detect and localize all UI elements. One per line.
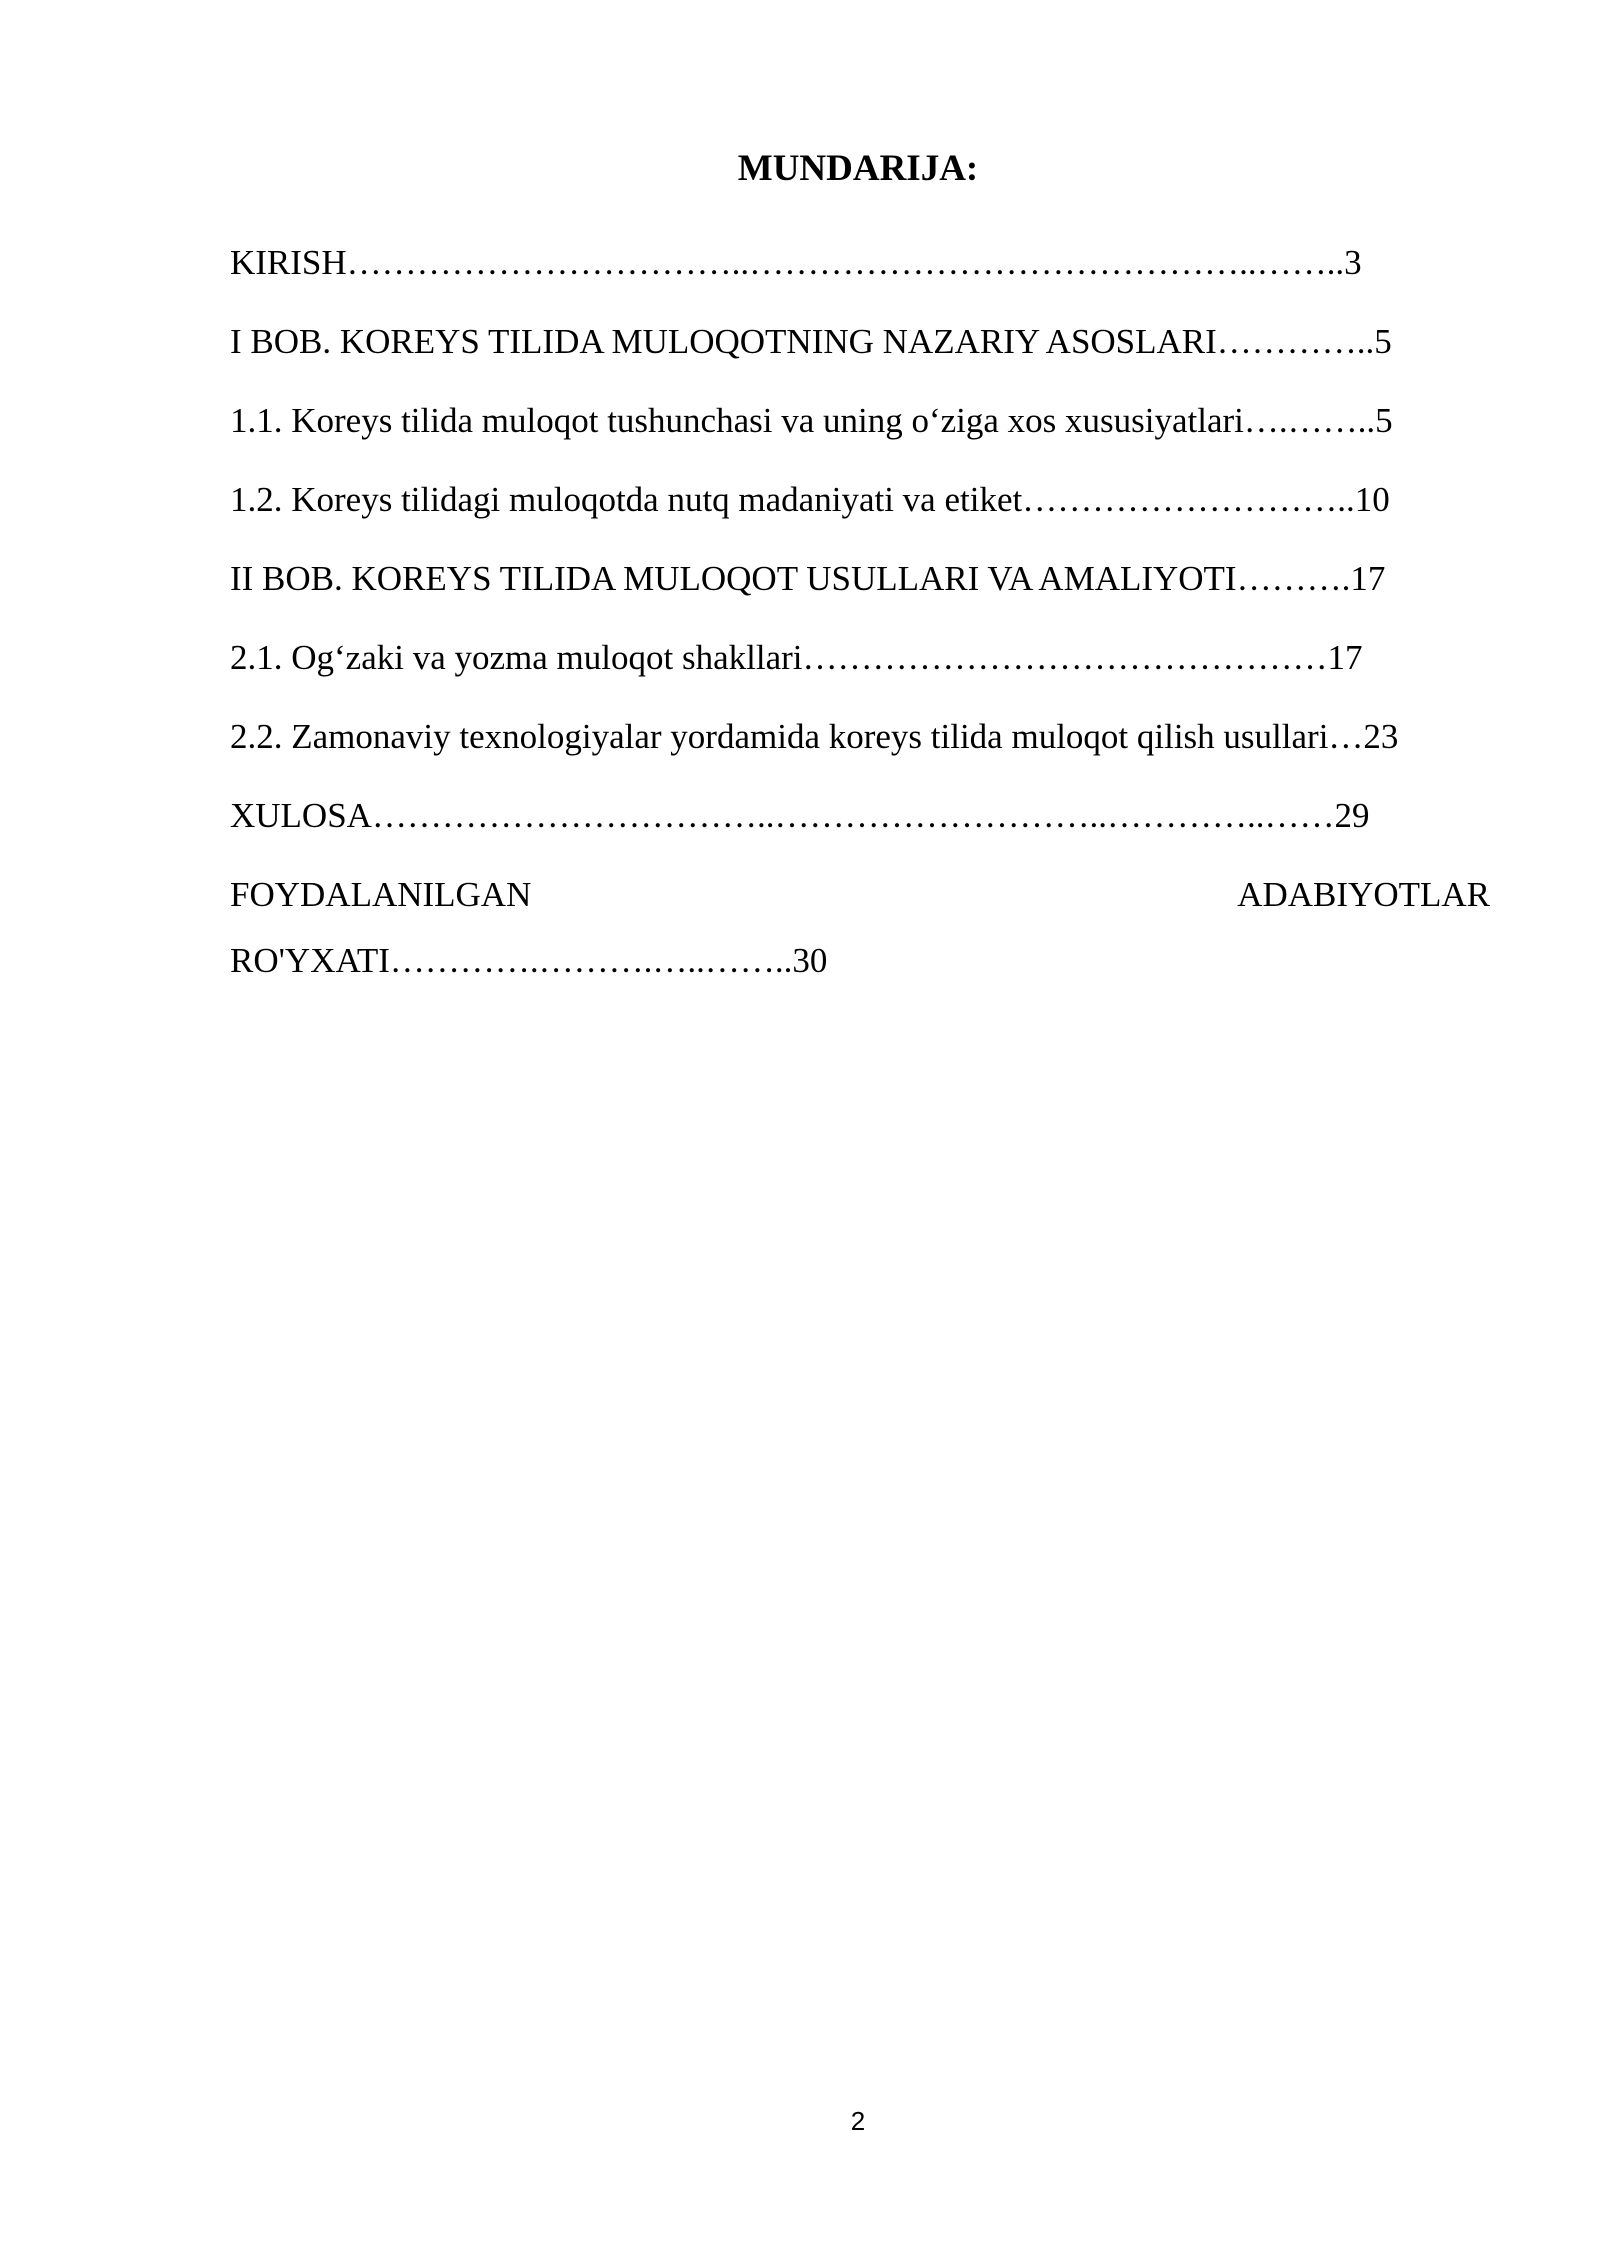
toc-entry-section-1-2[interactable]	[230, 475, 1490, 554]
toc-entry-text: KIRISH……………………………..……………………………………..……..3	[230, 243, 1362, 282]
toc-entry-text: 2.1. Og‘zaki va yozma muloqot shakllari………………………………………17	[230, 638, 1363, 677]
toc-entry-text: II BOB. KOREYS TILIDA MULOQOT USULLARI VA AMALIYOTI……….17	[230, 559, 1386, 598]
toc-entry-text: 1.2. Koreys tilidagi muloqotda nutq madaniyati va etiket………………………..10	[230, 480, 1390, 519]
toc-entry-text: I BOB. KOREYS TILIDA MULOQOTNING NAZARIY ASOSLARI…………..5	[230, 322, 1392, 361]
table-of-contents	[230, 238, 1490, 986]
toc-entry-section-2-2[interactable]	[230, 712, 1490, 791]
toc-entry-references-continuation: RO'YXATI………….……….…..……..30	[230, 941, 828, 980]
toc-entry-references[interactable]	[230, 870, 1490, 936]
toc-entry-section-2-1[interactable]	[230, 633, 1490, 712]
toc-entry-chapter-2[interactable]	[230, 554, 1490, 633]
page-number: 2	[850, 2106, 866, 2136]
toc-entry-text: XULOSA……………………………..………………………..…………..……29	[230, 796, 1370, 835]
toc-entry-text: 1.1. Koreys tilida muloqot tushunchasi va uning o‘ziga xos xususiyatlari….……..5	[230, 401, 1393, 440]
toc-title: MUNDARIJA:	[737, 148, 979, 189]
toc-entry-references-left: FOYDALANILGAN	[230, 875, 532, 914]
toc-entry-xulosa[interactable]	[230, 791, 1490, 870]
toc-entry-section-1-1[interactable]	[230, 396, 1490, 475]
toc-entry-text: 2.2. Zamonaviy texnologiyalar yordamida koreys tilida muloqot qilish usullari…23	[230, 717, 1399, 756]
toc-entry-kirish[interactable]	[230, 238, 1490, 317]
toc-entry-chapter-1[interactable]	[230, 317, 1490, 396]
toc-entry-references-right: ADABIYOTLAR	[1237, 875, 1490, 914]
